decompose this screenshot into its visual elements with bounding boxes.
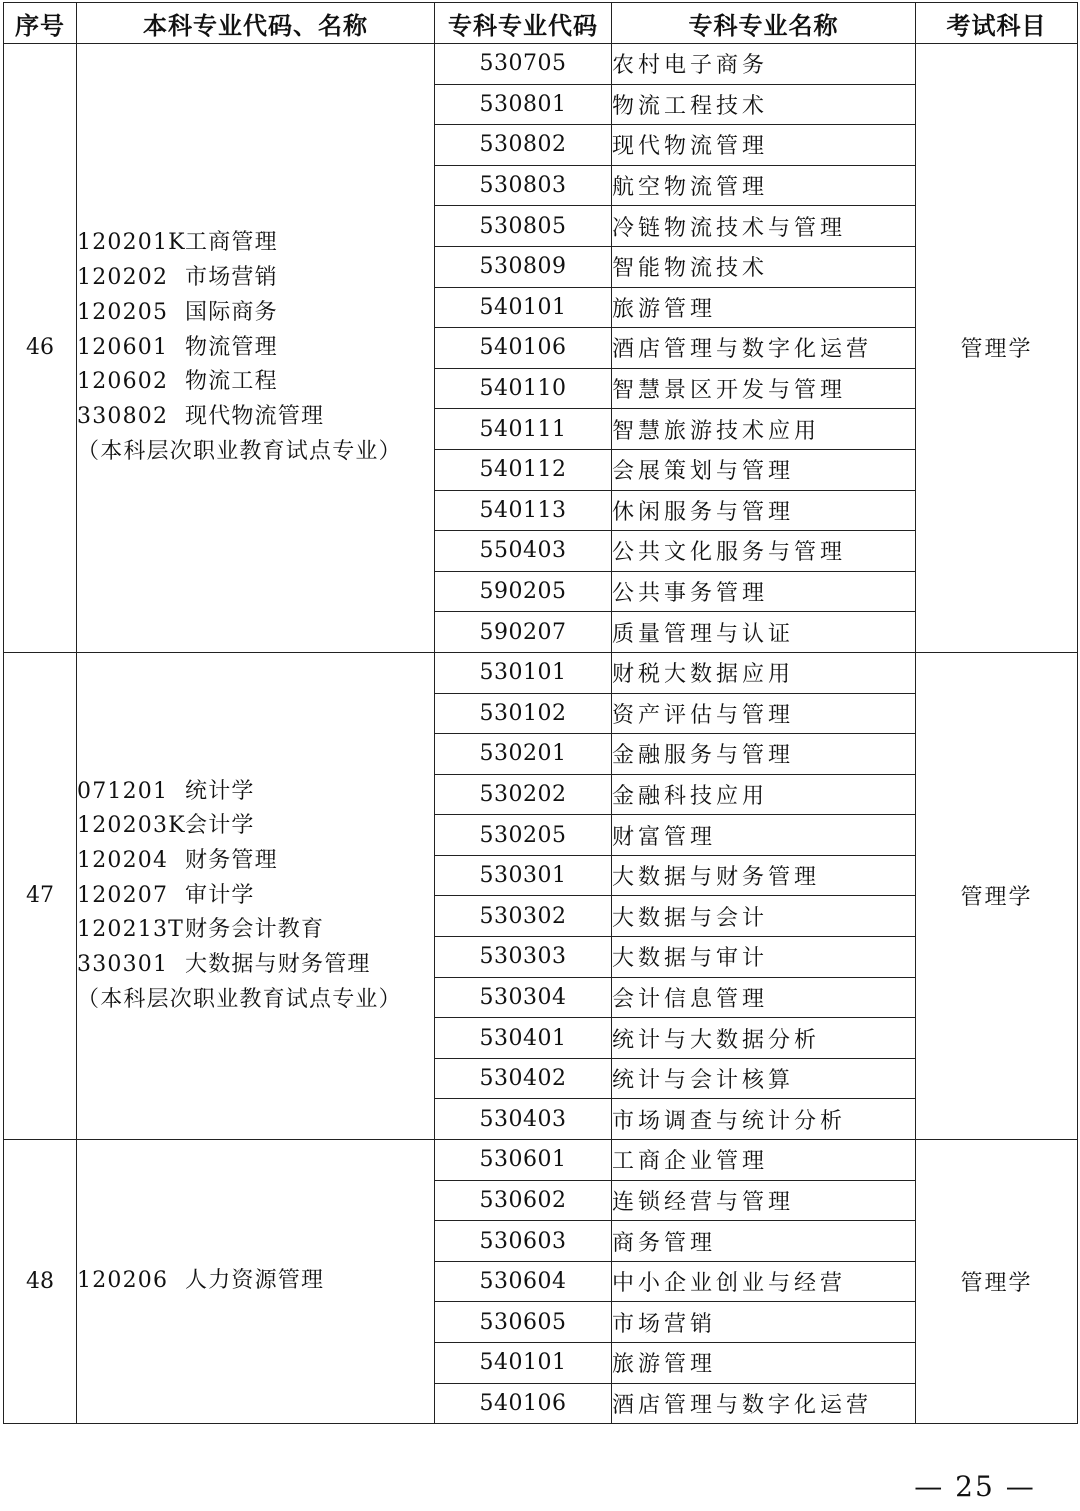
college-name-cell: 会展策划与管理: [612, 449, 916, 490]
table-row: [4, 1140, 1078, 1181]
college-code-cell: 530803: [435, 165, 612, 206]
undergrad-major-name: 国际商务: [185, 299, 278, 325]
college-code-cell: 530809: [435, 246, 612, 287]
college-code-cell: 530602: [435, 1180, 612, 1221]
undergrad-major-code: 071201: [77, 778, 169, 804]
college-code-cell: 530102: [435, 693, 612, 734]
undergrad-majors-cell: [77, 44, 435, 653]
undergrad-major-name: 会计学: [185, 813, 255, 839]
undergrad-major-line: [77, 844, 434, 879]
college-name-cell: 公共文化服务与管理: [612, 531, 916, 572]
exam-subject-cell: 管理学: [916, 1140, 1078, 1424]
college-code-cell: 530101: [435, 652, 612, 693]
college-code-cell: 530802: [435, 125, 612, 166]
college-code-cell: 540110: [435, 368, 612, 409]
undergrad-major-name: 财务管理: [185, 847, 278, 873]
college-name-cell: 金融服务与管理: [612, 734, 916, 775]
college-name-cell: 酒店管理与数字化运营: [612, 328, 916, 369]
undergrad-major-name: 审计学: [185, 882, 255, 908]
college-name-cell: 物流工程技术: [612, 84, 916, 125]
undergrad-major-name: 物流管理: [185, 334, 278, 360]
college-name-cell: 航空物流管理: [612, 165, 916, 206]
header-college-code: 专科专业代码: [435, 3, 612, 44]
table-body: [4, 44, 1078, 1424]
undergrad-major-line: [77, 400, 434, 435]
undergrad-majors-cell: [77, 652, 435, 1139]
college-code-cell: 530304: [435, 977, 612, 1018]
header-college-name: 专科专业名称: [612, 3, 916, 44]
undergrad-major-line: [77, 261, 434, 296]
college-name-cell: 智能物流技术: [612, 246, 916, 287]
college-name-cell: 商务管理: [612, 1221, 916, 1262]
college-name-cell: 工商企业管理: [612, 1140, 916, 1181]
undergrad-major-name: 财务会计教育: [185, 917, 325, 943]
group-seq-cell: 46: [4, 44, 77, 653]
college-code-cell: 530805: [435, 206, 612, 247]
college-code-cell: 530604: [435, 1261, 612, 1302]
undergrad-major-line: [77, 296, 434, 331]
undergrad-major-line: [77, 913, 434, 948]
college-name-cell: 大数据与会计: [612, 896, 916, 937]
college-code-cell: 540112: [435, 449, 612, 490]
college-name-cell: 休闲服务与管理: [612, 490, 916, 531]
major-table: [3, 2, 1078, 1424]
undergrad-major-note: （本科层次职业教育试点专业）: [77, 986, 402, 1012]
undergrad-major-code: 330802: [77, 404, 169, 429]
college-code-cell: 540106: [435, 1383, 612, 1424]
undergrad-major-line: [77, 226, 434, 261]
undergrad-major-line: [77, 775, 434, 810]
college-name-cell: 旅游管理: [612, 287, 916, 328]
college-code-cell: 590205: [435, 571, 612, 612]
undergrad-major-code: 120602: [77, 369, 169, 395]
college-name-cell: 现代物流管理: [612, 125, 916, 166]
college-name-cell: 质量管理与认证: [612, 612, 916, 653]
header-undergrad-major: 本科专业代码、名称: [77, 3, 435, 44]
college-code-cell: 530302: [435, 896, 612, 937]
exam-subject-cell: 管理学: [916, 44, 1078, 653]
college-name-cell: 大数据与财务管理: [612, 855, 916, 896]
undergrad-major-line: [77, 365, 434, 400]
college-name-cell: 资产评估与管理: [612, 693, 916, 734]
undergrad-major-name: 人力资源管理: [185, 1268, 325, 1294]
undergrad-major-code: 120205: [77, 299, 169, 325]
undergrad-major-line: [77, 983, 434, 1018]
college-name-cell: 冷链物流技术与管理: [612, 206, 916, 247]
college-code-cell: 530202: [435, 774, 612, 815]
undergrad-major-code: 120204: [77, 847, 169, 873]
college-name-cell: 酒店管理与数字化运营: [612, 1383, 916, 1424]
page-number: — 25 —: [914, 1470, 1036, 1503]
undergrad-major-name: 统计学: [185, 778, 255, 804]
group-seq-cell: 48: [4, 1140, 77, 1424]
header-exam-subject: 考试科目: [916, 3, 1078, 44]
college-name-cell: 会计信息管理: [612, 977, 916, 1018]
college-name-cell: 中小企业创业与经营: [612, 1261, 916, 1302]
college-code-cell: 530403: [435, 1099, 612, 1140]
undergrad-major-name: 工商管理: [185, 230, 278, 256]
undergrad-major-name: 大数据与财务管理: [185, 952, 371, 978]
undergrad-major-name: 市场营销: [185, 265, 278, 291]
undergrad-major-line: [77, 435, 434, 470]
undergrad-major-code: 120201K: [77, 230, 186, 256]
college-code-cell: 530402: [435, 1058, 612, 1099]
undergrad-major-note: （本科层次职业教育试点专业）: [77, 438, 402, 464]
undergrad-majors-cell: [77, 1140, 435, 1424]
college-name-cell: 公共事务管理: [612, 571, 916, 612]
college-name-cell: 智慧旅游技术应用: [612, 409, 916, 450]
group-seq-cell: 47: [4, 652, 77, 1139]
college-code-cell: 530603: [435, 1221, 612, 1262]
college-code-cell: 530601: [435, 1140, 612, 1181]
college-name-cell: 市场营销: [612, 1302, 916, 1343]
undergrad-major-code: 120601: [77, 334, 169, 360]
college-name-cell: 农村电子商务: [612, 44, 916, 85]
undergrad-major-code: 330301: [77, 952, 169, 978]
undergrad-major-code: 120213T: [77, 917, 185, 943]
undergrad-major-code: 120206: [77, 1268, 169, 1294]
table-row: [4, 44, 1078, 85]
college-name-cell: 连锁经营与管理: [612, 1180, 916, 1221]
college-name-cell: 智慧景区开发与管理: [612, 368, 916, 409]
college-name-cell: 旅游管理: [612, 1343, 916, 1384]
undergrad-major-line: [77, 1264, 434, 1299]
undergrad-major-name: 现代物流管理: [185, 404, 325, 429]
college-code-cell: 530301: [435, 855, 612, 896]
undergrad-major-line: [77, 879, 434, 914]
college-name-cell: 大数据与审计: [612, 937, 916, 978]
college-code-cell: 530205: [435, 815, 612, 856]
college-code-cell: 550403: [435, 531, 612, 572]
undergrad-major-code: 120207: [77, 882, 169, 908]
table-row: [4, 652, 1078, 693]
exam-subject-cell: 管理学: [916, 652, 1078, 1139]
undergrad-major-line: [77, 809, 434, 844]
college-name-cell: 市场调查与统计分析: [612, 1099, 916, 1140]
header-row: [4, 3, 1078, 44]
college-code-cell: 530605: [435, 1302, 612, 1343]
undergrad-major-code: 120203K: [77, 813, 186, 839]
college-code-cell: 590207: [435, 612, 612, 653]
undergrad-major-name: 物流工程: [185, 369, 278, 395]
college-name-cell: 统计与会计核算: [612, 1058, 916, 1099]
college-code-cell: 530303: [435, 937, 612, 978]
college-name-cell: 统计与大数据分析: [612, 1018, 916, 1059]
college-code-cell: 530801: [435, 84, 612, 125]
college-name-cell: 财税大数据应用: [612, 652, 916, 693]
college-code-cell: 540101: [435, 287, 612, 328]
college-code-cell: 530401: [435, 1018, 612, 1059]
college-name-cell: 金融科技应用: [612, 774, 916, 815]
college-code-cell: 540113: [435, 490, 612, 531]
college-code-cell: 540106: [435, 328, 612, 369]
undergrad-major-line: [77, 331, 434, 366]
undergrad-major-line: [77, 948, 434, 983]
college-code-cell: 540101: [435, 1343, 612, 1384]
header-seq: 序号: [4, 3, 77, 44]
college-code-cell: 530201: [435, 734, 612, 775]
college-code-cell: 540111: [435, 409, 612, 450]
college-name-cell: 财富管理: [612, 815, 916, 856]
undergrad-major-code: 120202: [77, 265, 169, 291]
college-code-cell: 530705: [435, 44, 612, 85]
